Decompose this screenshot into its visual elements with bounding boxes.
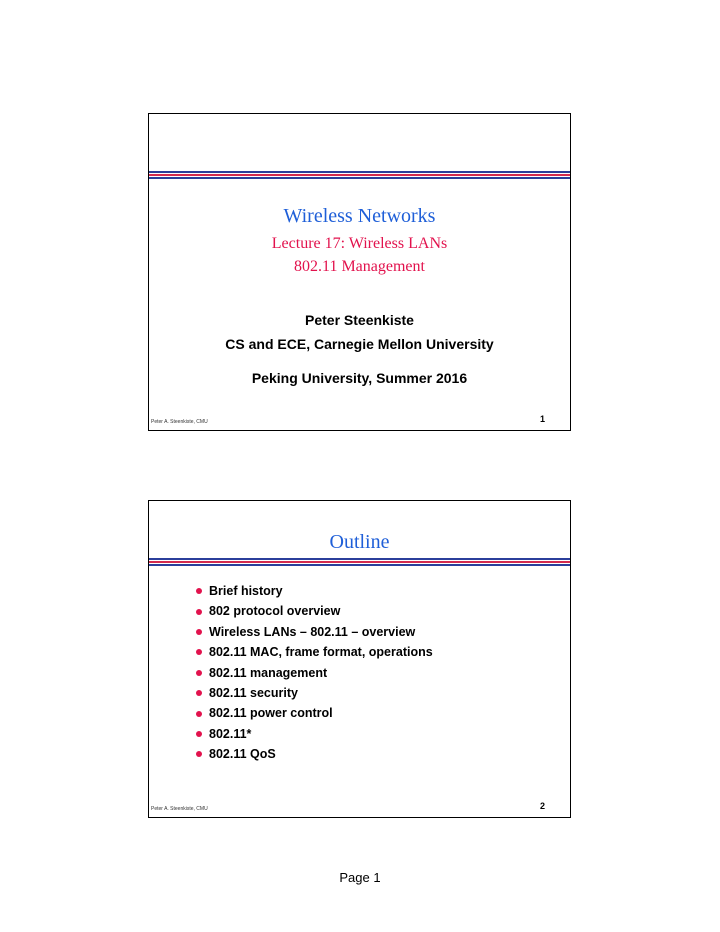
- venue-line: Peking University, Summer 2016: [251, 370, 468, 386]
- outline-list: [196, 581, 433, 765]
- slide-title: Wireless Networks: [283, 205, 436, 227]
- author-affiliation: CS and ECE, Carnegie Mellon University: [225, 336, 494, 352]
- author-name: Peter Steenkiste: [305, 312, 414, 328]
- bullet-icon: [196, 629, 202, 635]
- list-item: 802.11 power control: [196, 703, 433, 723]
- list-item: 802.11 QoS: [196, 744, 433, 764]
- slide-number: 2: [539, 801, 545, 811]
- bullet-icon: [196, 711, 202, 717]
- slide-1: [148, 113, 571, 431]
- bullet-icon: [196, 649, 202, 655]
- lecture-subtitle: Lecture 17: Wireless LANs: [271, 235, 448, 252]
- list-item: 802.11 security: [196, 683, 433, 703]
- slide-number: 1: [539, 414, 545, 424]
- bullet-icon: [196, 731, 202, 737]
- slide-title: Outline: [329, 531, 390, 553]
- page-label: Page 1: [339, 870, 381, 885]
- list-item: 802.11 MAC, frame format, operations: [196, 642, 433, 662]
- list-item: Brief history: [196, 581, 433, 601]
- topic-subtitle: 802.11 Management: [294, 258, 425, 275]
- slide-footer: Peter A. Steenkiste, CMU: [151, 806, 208, 812]
- bullet-icon: [196, 690, 202, 696]
- bullet-icon: [196, 588, 202, 594]
- list-item: 802 protocol overview: [196, 601, 433, 621]
- bullet-icon: [196, 751, 202, 757]
- slide-footer: Peter A. Steenkiste, CMU: [151, 419, 208, 425]
- list-item: Wireless LANs – 802.11 – overview: [196, 622, 433, 642]
- list-item: 802.11*: [196, 724, 433, 744]
- list-item: 802.11 management: [196, 663, 433, 683]
- divider-bar: [149, 558, 570, 567]
- slide-2: [148, 500, 571, 818]
- divider-bar: [149, 171, 570, 180]
- bullet-icon: [196, 609, 202, 615]
- bullet-icon: [196, 670, 202, 676]
